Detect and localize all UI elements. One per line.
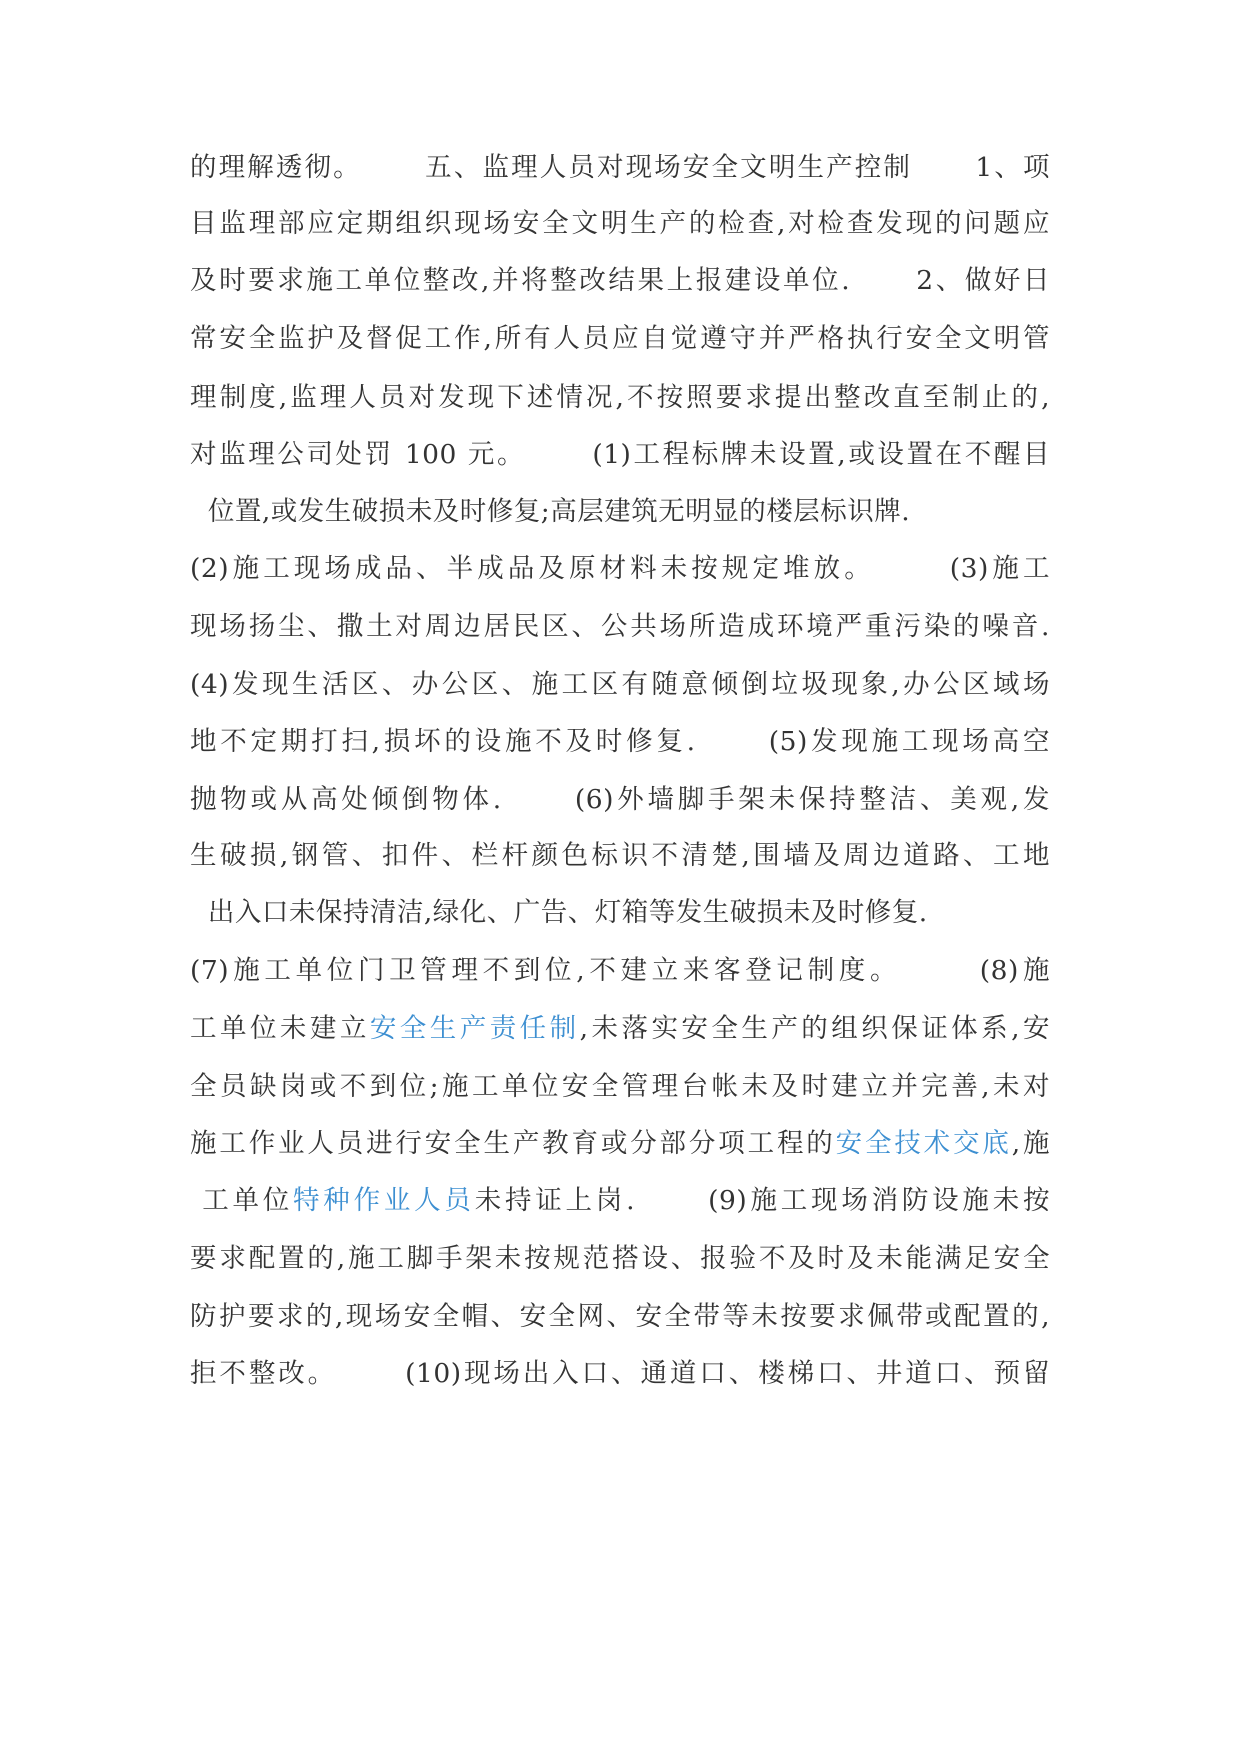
text-line: [190, 489, 1050, 535]
text-line: [190, 1351, 1050, 1397]
text-segment: 防护要求的,现场安全帽、安全网、安全带等未按要求佩带或配置的,: [190, 1301, 1050, 1332]
text-line: [190, 546, 1050, 592]
text-segment: 的理解透彻。 五、监理人员对现场安全文明生产控制 1、项: [190, 152, 1050, 183]
link-special-operation-personnel[interactable]: 特种作业人员: [293, 1185, 475, 1216]
text-line: [190, 1236, 1050, 1282]
text-line: [190, 201, 1050, 247]
text-segment: 抛物或从高处倾倒物体. (6)外墙脚手架未保持整洁、美观,发: [190, 784, 1050, 815]
text-line: [190, 777, 1050, 823]
text-segment: 常安全监护及督促工作,所有人员应自觉遵守并严格执行安全文明管: [190, 323, 1050, 354]
text-segment: 未持证上岗. (9)施工现场消防设施未按: [474, 1185, 1050, 1216]
text-segment: 目监理部应定期组织现场安全文明生产的检查,对检查发现的问题应: [190, 208, 1050, 239]
text-segment: (2)施工现场成品、半成品及原材料未按规定堆放。 (3)施工: [190, 553, 1050, 584]
text-segment: ,施: [1011, 1128, 1051, 1159]
text-segment: 施工作业人员进行安全生产教育或分部分项工程的: [190, 1128, 836, 1159]
text-segment: 及时要求施工单位整改,并将整改结果上报建设单位. 2、做好日: [190, 265, 1050, 296]
text-segment: 对监理公司处罚 100 元。 (1)工程标牌未设置,或设置在不醒目: [190, 439, 1050, 470]
text-segment: 位置,或发生破损未及时修复;高层建筑无明显的楼层标识牌.: [190, 496, 911, 527]
text-line: [190, 1294, 1050, 1340]
text-segment: 理制度,监理人员对发现下述情况,不按照要求提出整改直至制止的,: [190, 382, 1050, 413]
text-segment: 出入口未保持清洁,绿化、广告、灯箱等发生破损未及时修复.: [190, 897, 928, 928]
text-line: [190, 1178, 1050, 1224]
text-line: [190, 1121, 1050, 1167]
text-line: [190, 258, 1050, 304]
text-line: [190, 145, 1050, 191]
text-line: [190, 833, 1050, 879]
text-line: [190, 604, 1050, 650]
link-safety-responsibility-system[interactable]: 安全生产责任制: [369, 1013, 580, 1044]
text-line: [190, 662, 1050, 708]
text-segment: (7)施工单位门卫管理不到位,不建立来客登记制度。 (8)施: [190, 955, 1050, 986]
text-line: [190, 719, 1050, 765]
text-segment: 工单位: [190, 1185, 294, 1216]
text-segment: 现场扬尘、撒土对周边居民区、公共场所造成环境严重污染的噪音.: [190, 611, 1050, 642]
text-segment: 地不定期打扫,损坏的设施不及时修复. (5)发现施工现场高空: [190, 726, 1050, 757]
text-line: [190, 948, 1050, 994]
text-segment: (4)发现生活区、办公区、施工区有随意倾倒垃圾现象,办公区域场: [190, 669, 1050, 700]
text-line: [190, 1006, 1050, 1052]
text-line: [190, 432, 1050, 478]
text-segment: 要求配置的,施工脚手架未按规范搭设、报验不及时及未能满足安全: [190, 1243, 1050, 1274]
text-line: [190, 316, 1050, 362]
text-segment: 生破损,钢管、扣件、栏杆颜色标识不清楚,围墙及周边道路、工地: [190, 840, 1050, 871]
text-segment: 拒不整改。 (10)现场出入口、通道口、楼梯口、井道口、预留: [190, 1358, 1050, 1389]
text-line: [190, 1064, 1050, 1110]
text-segment: ,未落实安全生产的组织保证体系,安: [579, 1013, 1050, 1044]
text-line: [190, 375, 1050, 421]
text-segment: 全员缺岗或不到位;施工单位安全管理台帐未及时建立并完善,未对: [190, 1071, 1050, 1102]
text-line: [190, 890, 1050, 936]
link-safety-technical-briefing[interactable]: 安全技术交底: [835, 1128, 1012, 1159]
text-segment: 工单位未建立: [190, 1013, 370, 1044]
